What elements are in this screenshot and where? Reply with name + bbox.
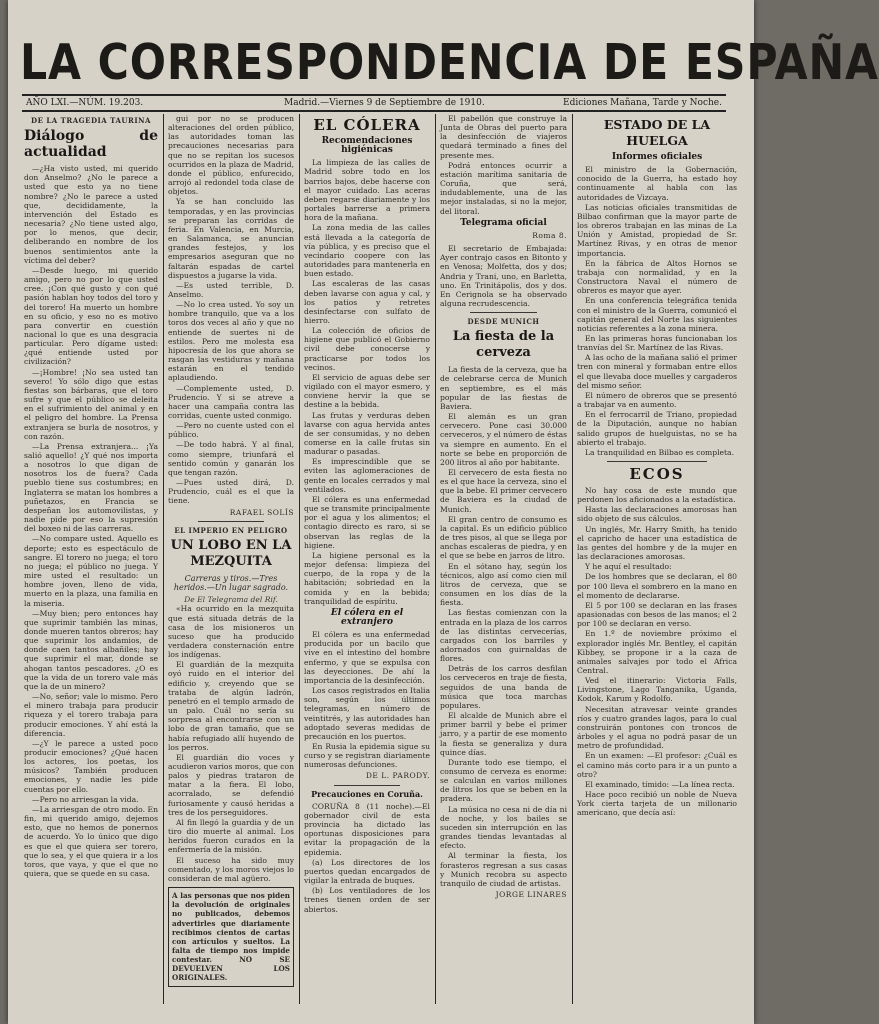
paragraph: De los hombres que se declaran, el 80 por 100 lleva el sombrero en la mano en el momento de declararse.	[577, 572, 737, 600]
separator	[334, 785, 400, 786]
paragraph: —De todo habrá. Y al final, como siempre, triunfará el sentido común y ganarán los que tengan razón.	[168, 440, 294, 477]
paragraph: —¿Y le parece a usted poco producir emociones? ¿Qué hacen los actores, los poetas, los músicos? También producen emociones, y nadie les pide cuentas por ello.	[24, 738, 158, 794]
paragraph: En la fábrica de Altos Hornos se trabaja con normalidad, y en la Constructora Naval el número de obreros es mayor que ayer.	[577, 258, 737, 296]
editorial-notice: A las personas que nos piden la devolución de originales no publicados, debemos advertirles que diariamente recibimos cientos de cartas con artículos y sueltos. La falta de tiempo nos impide contestar. NO SE DEVUELVEN LOS ORIGINALES.	[168, 887, 294, 987]
paragraph: La limpieza de las calles de Madrid sobre todo en los barrios bajos, debe hacerse con el mayor cuidado. Las aceras deben regarse diariamente y los portales barrerse a primera hora de la mañana.	[304, 158, 430, 223]
paragraph: El guardián de la mezquita oyó ruido en el interior del edificio y, creyendo que se trataba de algún ladrón, penetró en el templo armado de un palo. Cuál no sería su sorpresa al encontrarse con un lobo de gran tamaño, que se había refugiado allí huyendo de los perros.	[168, 660, 294, 752]
article-headline: EL CÓLERA	[313, 116, 421, 134]
telegram-place: Roma 8.	[532, 230, 567, 240]
section-subhead: El cólera en el extranjero	[330, 607, 404, 627]
editions-note: Ediciones Mañana, Tarde y Noche.	[563, 98, 722, 108]
paragraph: La higiene personal es la mejor defensa: limpieza del cuerpo, de la ropa y de la habitación; sobriedad en la comida y en la bebida; tranquilidad de espíritu.	[304, 550, 430, 606]
paragraph: En el ferrocarril de Triano, propiedad de la Diputación, aunque no habían salido grupos de huelguistas, no se ha abierto el trabajo.	[577, 410, 737, 447]
paragraph: Las escaleras de las casas deben lavarse con agua y cal, y los patios y retretes desinfectarse con sulfato de hierro.	[304, 279, 430, 325]
paragraph: Durante todo ese tiempo, el consumo de cerveza es enorme: se calculan en varios millones de litros los que se beben en la pradera.	[440, 757, 567, 804]
paragraph: Necesitan atravesar veinte grandes ríos y cuatro grandes lagos, para lo cual construirán pontones con troncos de árboles y el agua no podrá pasar de un metro de profundidad.	[577, 704, 737, 751]
newspaper-page	[8, 0, 879, 1024]
paragraph: gui por no se producen alteraciones del orden público, las autoridades toman las precauciones necesarias para que no se repitan los sucesos ocurridos en la plaza de Madrid, donde el público, enfurecido, arrojó al redondel toda clase de objetos.	[168, 114, 294, 197]
author-signature: JORGE LINARES	[495, 890, 567, 900]
paragraph: El cervecero de esta fiesta no es el que hace la cerveza, sino el que la bebe. El primer cervecero de Baviera es la ciudad de Munich.	[440, 468, 567, 514]
paragraph: Es imprescindible que se eviten las aglomeraciones de gente en locales cerrados y mal ventilados.	[304, 457, 430, 494]
paragraph: No hay cosa de este mundo que perdonen los aficionados a la estadística.	[577, 486, 737, 505]
paragraph: Al terminar la fiesta, los forasteros regresan a sus casas y Munich recobra su aspecto tranquilo de ciudad de artistas.	[440, 851, 567, 888]
paragraph: El secretario de Embajada: Ayer contrajo casos en Bitonto y en Venosa; Molfetta, dos y dos; Andria y Trani, uno, en Barletta, uno. En Trinitápolis, dos y dos. En Cerignola se ha observado alguna recrudescencia.	[440, 244, 567, 308]
paragraph: El número de obreros que se presentó a trabajar va en aumento.	[577, 390, 737, 410]
column-1	[24, 114, 158, 1004]
paragraph: Un inglés, Mr. Harry Smith, ha tenido el capricho de hacer una estadística de las gentes del hombre y de la mujer en las declaraciones amorosas.	[577, 524, 737, 562]
paragraph: En el sótano hay, según los técnicos, algo así como cien mil litros de cerveza, que se consumen en los días de la fiesta.	[440, 561, 567, 608]
paragraph: —Complemente usted, D. Prudencio. Y si se atreve a hacer una campaña contra las corridas, cuente usted conmigo.	[168, 383, 294, 420]
paragraph: «Ha ocurrido en la mezquita que está situada detrás de la casa de los misioneros un suceso que ha producido verdadera consternación entre los indígenas.	[168, 604, 294, 660]
issue-date: Madrid.—Viernes 9 de Septiembre de 1910.	[284, 98, 485, 108]
paragraph: La colección de oficios de higiene que publicó el Gobierno civil debe conocerse y practicarse por todos los vecinos.	[304, 326, 430, 372]
paragraph: En un examen: —El profesor: ¿Cuál es el camino más corto para ir a un punto a otro?	[577, 751, 737, 779]
paragraph: Las noticias oficiales transmitidas de Bilbao confirman que la mayor parte de los obreros trabajan en las minas de La Unión y Amistad, propiedad de Sr. Martínez Rivas, y en otras de menor importancia.	[577, 202, 737, 258]
separator	[607, 461, 707, 462]
paragraph: En 1.º de noviembre próximo el explorador inglés Mr. Bentley, el capitán Kibbey, se propone ir a la caza de animales salvajes por todo el Africa Central.	[577, 629, 737, 675]
ecos-headline: ECOS	[629, 465, 685, 483]
column-3	[304, 114, 430, 1004]
section-kicker: EL IMPERIO EN PELIGRO	[174, 525, 288, 535]
author-signature: DE L. PARODY.	[365, 771, 430, 781]
paragraph: La fiesta de la cerveza, que ha de celebrarse cerca de Munich en septiembre, es el más popular de las fiestas de Baviera.	[440, 365, 567, 411]
paragraph: Y he aquí el resultado:	[585, 562, 672, 572]
column-4	[440, 114, 567, 1004]
paragraph: —La arriesgan de otro modo. En fin, mi querido amigo, dejemos esto, que no hemos de ponernos de acuerdo. Yo lo único que digo es que el que quiera ser torero, que lo sea, y el que quiera ir a los toros, que vaya, y que el que no quiera, que se quede en su casa.	[24, 804, 158, 879]
column-rule	[572, 114, 573, 1004]
paragraph: El 5 por 100 se declaran en las frases apasionadas con besos de las manos; el 2 por 100 se declaran en verso.	[577, 600, 737, 629]
masthead-title: LA CORRESPONDENCIA DE ESPAÑA	[20, 34, 879, 91]
paragraph: —¡Hombre! ¡No sea usted tan severo! Yo sólo digo que estas fiestas son bárbaras, que el toro sufre y que el público se deleita en el sufrimiento del animal y en el peligro del hombre. La Prensa extranjera se burla de nosotros, y con razón.	[24, 367, 158, 441]
article-subhead: Informes oficiales	[611, 152, 703, 162]
paragraph: —No lo crea usted. Yo soy un hombre tranquilo, que va a los toros dos veces al año y que no entiende de suertes ni de estilos. Pero me molesta esa hipocresía de los que ahora se rasgan las vestiduras y mañana estarán en el tendido aplaudiendo.	[168, 300, 294, 383]
paragraph: Podrá entonces ocurrir a estación marítima sanitaria de Coruña, que será, indudablemente, una de las mejor instaladas, si no la mejor, del litoral.	[440, 160, 567, 216]
paragraph: Las fiestas comienzan con la entrada en la plaza de los carros de las distintas cervecerías, cargados con los barriles y adornados con guirnaldas de flores.	[440, 608, 567, 664]
paragraph: —Pues usted dirá, D. Prudencio, cuál es el que la tiene.	[168, 478, 294, 506]
paragraph: Hace poco recibió un noble de Nueva York cierta tarjeta de un millonario americano, que decía así:	[577, 790, 737, 818]
paragraph: El servicio de aguas debe ser vigilado con el mayor esmero, y conviene hervir la que se destine a la bebida.	[304, 372, 430, 410]
paragraph: —Es usted terrible, D. Anselmo.	[168, 280, 294, 299]
paragraph: En una conferencia telegráfica tenida con el ministro de la Guerra, comunicó el capitán general del Norte las siguientes noticias referentes a la zona minera.	[577, 296, 737, 333]
paragraph: Hasta las declaraciones amorosas han sido objeto de sus cálculos.	[577, 505, 737, 524]
section-kicker: DE LA TRAGEDIA TAURINA	[31, 116, 151, 125]
paragraph: La música no cesa ni de día ni de noche, y los bailes se suceden sin interrupción en las grandes tiendas levantadas al efecto.	[440, 804, 567, 851]
column-rule	[435, 114, 436, 1004]
paragraph: —No, señor; vale lo mismo. Pero el minero trabaja para producir riqueza y el torero trabaja para producir emociones. Y ahí está la diferencia.	[24, 692, 158, 738]
paragraph: El suceso ha sido muy comentado, y los moros viejos lo consideran de mal agüero.	[168, 855, 294, 883]
paragraph: —Pero no arriesgan la vida.	[32, 794, 139, 804]
paragraph: (b) Los ventiladores de los trenes tienen orden de ser abiertos.	[304, 886, 430, 914]
dateline-bar	[22, 94, 726, 112]
paragraph: —Pero no cuente usted con el público.	[168, 421, 294, 440]
paragraph: El pabellón que construye la Junta de Obras del puerto para la desinfección de viajeros quedará terminado a fines del presente mes.	[440, 114, 567, 160]
separator	[470, 312, 537, 313]
paragraph: —No compare usted. Aquello es deporte; esto es espectáculo de sangre. El torero no juega; el toro no juega; el público no juega. Y mire usted el resultado: un hombre joven, lleno de vida, muerto en la plaza, una familia en la miseria.	[24, 534, 158, 608]
paragraph: El ministro de la Gobernación, conocido de la Guerra, ha estado hoy continuamente al habla con las autoridades de Vizcaya.	[577, 165, 737, 202]
paragraph: En Rusia la epidemia sigue su curso y se registran diariamente numerosas defunciones.	[304, 742, 430, 770]
article-subhead: Carreras y tiros.—Tres heridos.—Un lugar sagrado.	[173, 573, 289, 593]
paragraph: El alemán es un gran cervecero. Pone casi 30.000 cerveceros, y el número de éstas va siempre en aumento. En el norte se bebe en proporción de 200 litros al año por habitante.	[440, 412, 567, 467]
paragraph: El alcalde de Munich abre el primer barril y bebe el primer jarro, y a partir de ese momento la fiesta se generaliza y dura quince días.	[440, 711, 567, 757]
paragraph: —¿Ha visto usted, mi querido don Anselmo? ¿No le parece a usted que esto ya no tiene nombre? ¿No le parece a usted que, decididamente, la intervención del Estado es necesaria? ¿No tiene usted algo, por lo menos, que decir, deliberando en nombre de los buenos sentimientos ante la víctima del deber?	[24, 164, 158, 265]
column-5	[577, 114, 737, 1004]
article-headline: Diálogo de actualidad	[24, 128, 158, 161]
paragraph: El examinado, tímido: —La línea recta.	[585, 779, 735, 789]
source-line: De El Telegrama del Rif.	[184, 595, 278, 605]
column-rule	[299, 114, 300, 1004]
separator	[198, 521, 264, 522]
article-headline: ESTADO DE LA HUELGA	[603, 117, 711, 148]
paragraph: El gran centro de consumo es la capital. Es un edificio público de tres pisos, al que se llega por anchas escaleras de piedra, y en el que se bebe en jarros de litro.	[440, 514, 567, 561]
article-subhead: Recomendaciones higiénicas	[321, 136, 413, 156]
author-signature: RAFAEL SOLÍS	[229, 507, 294, 517]
paragraph: El cólera es una enfermedad que se transmite principalmente por el agua y los alimentos; el contagio directo es raro, si se observan las reglas de la higiene.	[304, 494, 430, 550]
paragraph: En las primeras horas funcionaban los tranvías del Sr. Martínez de las Rivas.	[577, 333, 737, 353]
paragraph: —Muy bien; pero entonces hay que suprimir también las minas, donde mueren tantos obreros; hay que suprimir los andamios, de donde caen tantos albañiles; hay que suprimir el mar, donde se ahogan tantos pescadores. ¿O es que la vida de un torero vale más que la de un minero?	[24, 608, 158, 691]
volume-number: AÑO LXI.—NÚM. 19.203.	[26, 98, 144, 108]
paragraph: Los casos registrados en Italia son, según los últimos telegramas, en número de veintitrés, y las autoridades han adoptado severas medidas de precaución en los puertos.	[304, 686, 430, 741]
paragraph: El guardián dio voces y acudieron varios moros, que con palos y piedras trataron de matar a la fiera. El lobo, acorralado, se defendió furiosamente y causó heridas a tres de los perseguidores.	[168, 752, 294, 817]
column-2	[168, 114, 294, 1004]
paragraph: Ya se han concluido las temporadas, y en las provincias se preparan las corridas de feria. En Valencia, en Murcia, en Salamanca, se anuncian grandes festejos, y los empresarios aseguran que no faltarán espadas de cartel dispuestos a jugarse la vida.	[168, 197, 294, 280]
article-headline: La fiesta de la cerveza	[452, 329, 555, 361]
paragraph: CORUÑA 8 (11 noche).—El gobernador civil de esta provincia ha dictado las oportunas disposiciones para evitar la propagación de la epidemia.	[304, 801, 430, 857]
paragraph: La zona media de las calles está llevada a la categoría de vía pública, y es preciso que el vecindario coopere con las autoridades para mantenerla en buen estado.	[304, 223, 430, 279]
paragraph: Las frutas y verduras deben lavarse con agua hervida antes de ser consumidas, y no deben comerse en la calle frutas sin madurar o pasadas.	[304, 410, 430, 457]
section-subhead: Precauciones en Coruña.	[311, 788, 423, 799]
paragraph: Al fin llegó la guardia y de un tiro dio muerte al animal. Los heridos fueron curados en la enfermería de la misión.	[168, 817, 294, 855]
paragraph: —Desde luego, mi querido amigo, pero no por lo que usted cree. ¡Con qué gusto y con qué pasión hablan hoy todos del toro y del torero! Ha muerto un hombre en su oficio, y eso no es motivo para convertir en cuestión nacional lo que es una desgracia particular. Pero dígame usted: ¿qué entiende usted por civilización?	[24, 265, 158, 367]
section-subhead: Telegrama oficial	[460, 217, 547, 228]
section-kicker: DESDE MUNICH	[467, 317, 540, 327]
column-rule	[163, 114, 164, 1004]
paragraph: (a) Los directores de los puertos quedan encargados de vigilar la entrada de buques.	[304, 857, 430, 886]
paragraph: Ved el itinerario: Victoria Falls, Livingstone, Lago Tanganika, Uganda, Kodok, Karum y Rodolfo.	[577, 676, 737, 704]
paragraph: El cólera es una enfermedad producida por un bacilo que vive en el intestino del hombre enfermo, y que se expulsa con las deyecciones. De ahí la importancia de la desinfección.	[304, 630, 430, 685]
paragraph: La tranquilidad en Bilbao es completa.	[585, 447, 735, 457]
paragraph: Detrás de los carros desfilan los cerveceros en traje de fiesta, seguidos de una banda de música que toca marchas populares.	[440, 664, 567, 710]
article-headline: UN LOBO EN LA MEZQUITA	[170, 537, 292, 569]
paragraph: A las ocho de la mañana salió el primer tren con mineral y formaban entre ellos el que llevaba doce muelles y cargaderos del mismo señor.	[577, 353, 737, 390]
paragraph: —La Prensa extranjera... ¡Ya salió aquello! ¿Y qué nos importa a nosotros lo que digan de nosotros los de fuera? Cada pueblo tiene sus costumbres; en Inglaterra se matan los hombres a puñetazos, en Francia se despeñan los automovilistas, y nadie pide por eso la supresión del boxeo ni de las carreras.	[24, 441, 158, 534]
